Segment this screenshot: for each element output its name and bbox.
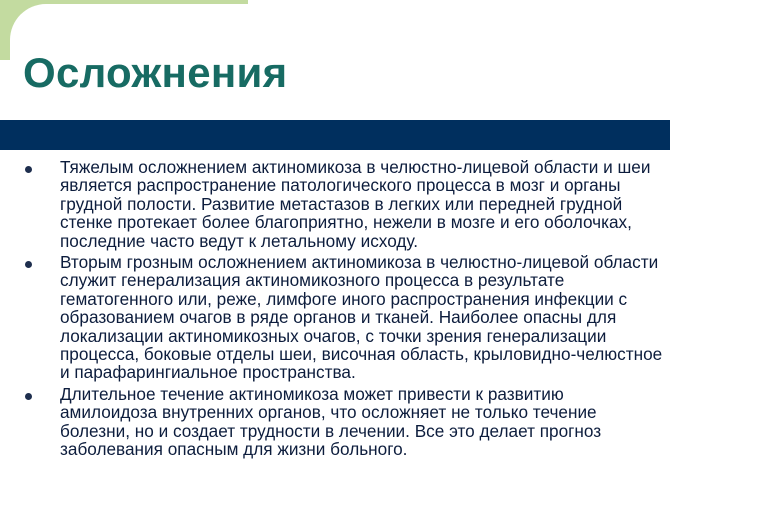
bullet-item	[24, 385, 754, 459]
bullet-text: Длительное течение актиномикоза может привести к развитию амилоидоза внутренних органов, что осложняет не только течение болезни, но и создает трудности в лечении. Все это делает прогноз заболевания опасным для жизни больного.	[60, 383, 602, 460]
bullet-list	[24, 158, 754, 462]
bullet-item	[24, 253, 754, 382]
bullet-dot-icon	[25, 166, 32, 173]
bullet-text: Вторым грозным осложнением актиномикоза в челюстно-лицевой области служит генерализация актиномикозного процесса в результате гематогенного или, реже, лимфоге иного распространения инфекции с образованием очагов в ряде органов и тканей. Наиболее опасны для локализации актиномикозных очагов, с точки зрения генерализации процесса, боковые отделы шеи, височная область, крыловидно-челюстное и парафарингиальное пространства.	[60, 252, 663, 383]
title-underline-bar	[0, 120, 670, 150]
slide-title: Осложнения	[23, 49, 288, 96]
bullet-dot-icon	[25, 261, 32, 268]
bullet-item	[24, 158, 754, 250]
bullet-dot-icon	[25, 393, 32, 400]
bullet-text: Тяжелым осложнением актиномикоза в челюстно-лицевой области и шеи является распространение патологического процесса в мозг и органы грудной полости. Развитие метастазов в легких или передней грудной стенке протекает более благоприятно, нежели в мозге и его оболочках, последние часто ведут к летальному исходу.	[60, 157, 651, 251]
